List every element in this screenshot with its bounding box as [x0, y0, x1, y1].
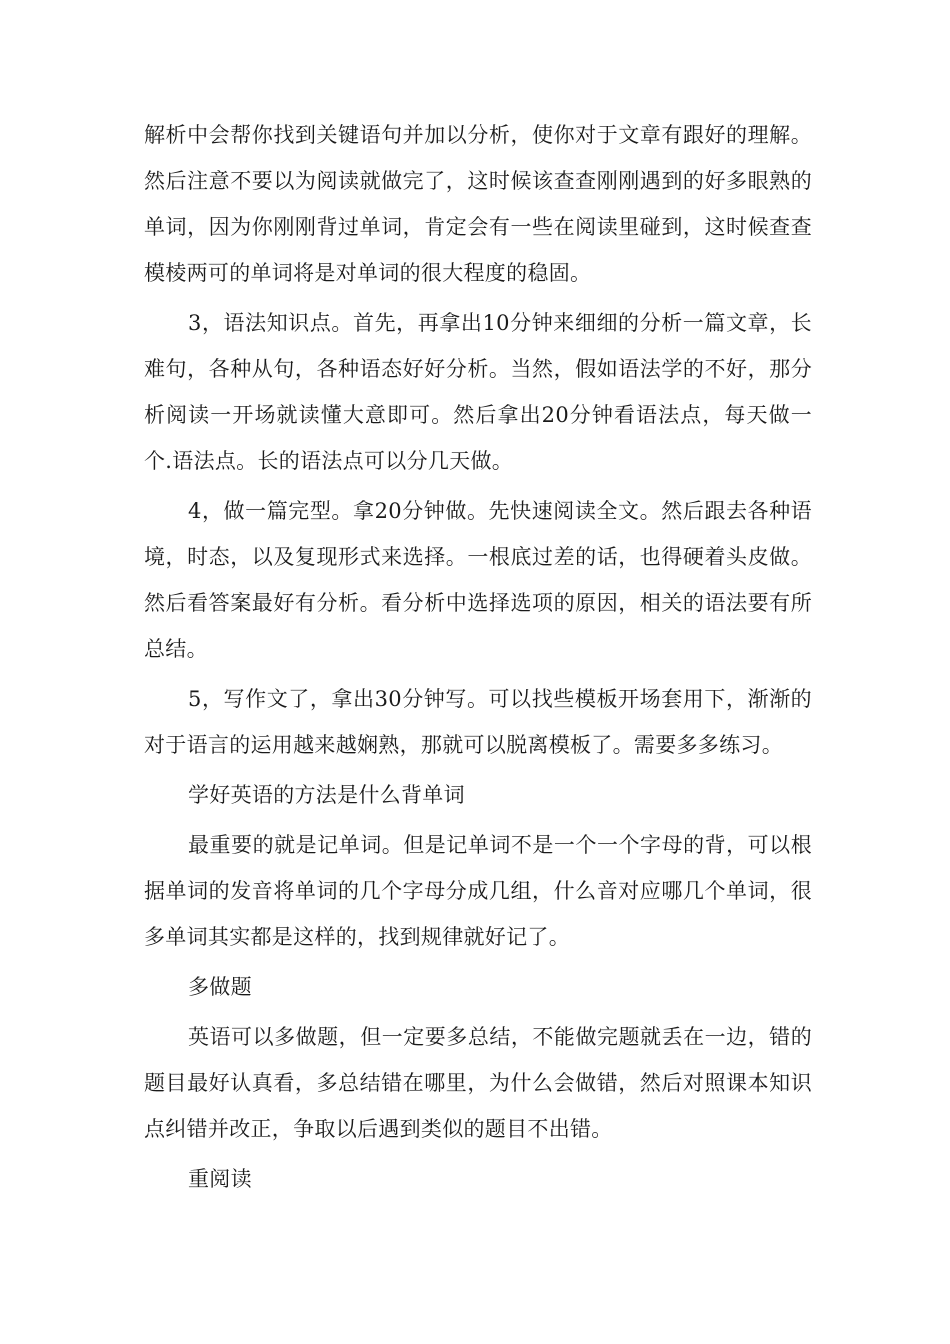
- paragraph-writing: 5，写作文了，拿出30分钟写。可以找些模板开场套用下，渐渐的对于语言的运用越来越娴熟，那就可以脱离模板了。需要多多练习。: [144, 687, 812, 757]
- paragraph-grammar-points: 3，语法知识点。首先，再拿出10分钟来细细的分析一篇文章，长难句，各种从句，各种语态好好分析。当然，假如语法学的不好，那分析阅读一开场就读懂大意即可。然后拿出20分钟看语法点，每天做一个.语法点。长的语法点可以分几天做。: [144, 311, 812, 473]
- section-heading-memorize-words: 学好英语的方法是什么背单词: [188, 783, 465, 807]
- paragraph-reading-analysis: 解析中会帮你找到关键语句并加以分析，使你对于文章有跟好的理解。然后注意不要以为阅读就做完了，这时候该查查刚刚遇到的好多眼熟的单词，因为你刚刚背过单词，肯定会有一些在阅读里碰到，这时候查查模棱两可的单词将是对单词的很大程度的稳固。: [144, 123, 812, 285]
- paragraph-memorize-words: 最重要的就是记单词。但是记单词不是一个一个字母的背，可以根据单词的发音将单词的几个字母分成几组，什么音对应哪几个单词，很多单词其实都是这样的，找到规律就好记了。: [144, 833, 812, 949]
- paragraph-practice: 英语可以多做题，但一定要多总结，不能做完题就丢在一边，错的题目最好认真看，多总结错在哪里，为什么会做错，然后对照课本知识点纠错并改正，争取以后遇到类似的题目不出错。: [144, 1025, 812, 1141]
- document-page: [144, 112, 812, 1202]
- section-heading-practice: 多做题: [188, 975, 252, 999]
- paragraph-cloze: 4，做一篇完型。拿20分钟做。先快速阅读全文。然后跟去各种语境，时态，以及复现形式来选择。一根底过差的话，也得硬着头皮做。然后看答案最好有分析。看分析中选择选项的原因，相关的语法要有所总结。: [144, 499, 812, 661]
- section-heading-reading: 重阅读: [188, 1167, 252, 1191]
